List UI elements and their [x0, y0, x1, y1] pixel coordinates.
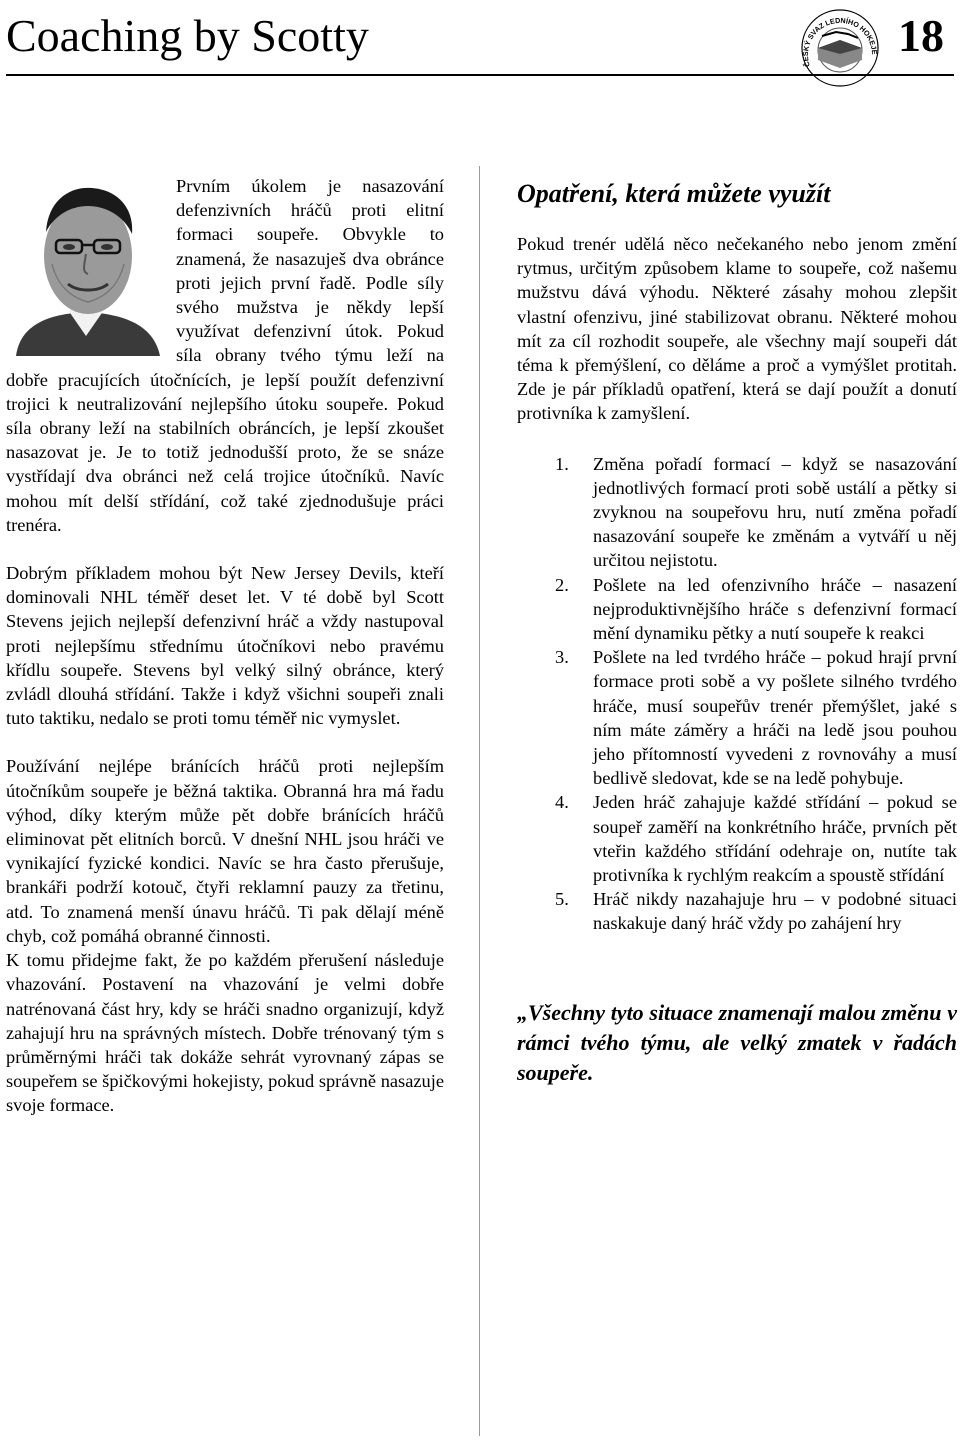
list-item — [517, 573, 957, 646]
header-rule — [6, 74, 954, 76]
left-paragraph-4: K tomu přidejme fakt, že po každém přerušení následuje vhazování. Postavení na vhazování je velmi dobře natrénovaná část hry, kdy se hráči snadno organizují, když zahajují hru na správných místech. Dobře trénovaný tým s průměrnými hráči tak dokáže sehrát vyrovnaný zápas se soupeřem se špičkovými hokejisty, pokud správně nasazuje svoje formace. — [6, 950, 444, 1116]
list-item-text: Hráč nikdy nazahajuje hru – v podobné situaci naskakuje daný hráč vždy po zahájení hry — [593, 889, 957, 934]
list-item-text: Změna pořadí formací – když se nasazování jednotlivých formací proti sobě ustálí a pětky si zvyknou na soupeřovu hru, nutí změna pořadí nasazování soupeře ke změnám a vytváří u něj určitou nejistotu. — [593, 453, 957, 571]
list-item-text: Pošlete na led ofenzivního hráče – nasazení nejproduktivnějšího hráče s defenzivní formací mění dynamiku pětky a nutí soupeře k reakci — [593, 574, 957, 644]
list-item-number: 4. — [555, 792, 569, 813]
closing-quote: „Všechny tyto situace znamenají malou změnu v rámci tvého týmu, ale velký zmatek v řadách soupeře. — [517, 999, 957, 1085]
left-paragraph-3: Používání nejlépe bránících hráčů proti nejlepším útočníkům soupeře je běžná taktika. Obranná hra má řadu výhod, díky kterým může pět dobře bránících hráčů eliminovat pět elitních borců. V dnešní NHL jsou hráči ve vynikající fyzické kondici. Navíc se hra často přerušuje, brankáři podrží kotouč, čtyři reklamní pauzy za třetinu, atd. To znamená menší únavu hráčů. Ti pak dělají méně chyb, což pomáhá obranné činnosti. — [6, 756, 444, 946]
left-paragraph-1: Prvním úkolem je nasazování defenzivních hráčů proti elitní formaci soupeře. Obvykle to znamená, že nasazuješ dva obránce proti jejich první řadě. Podle síly svého mužstva je někdy lepší využívat defenzivní útok. Pokud síla obrany tvého týmu leží na dobře pracujících útočnících, je lepší použít defenzivní trojici k neutralizování nejlepšího útoku soupeře. Pokud síla obrany leží na stabilních obráncích, je lepší zkoušet nasazovat je. Je to totiž jednodušší proto, že se snáze vystřídají dva obránci než celá trojice útočníků. Navíc mohou mít delší střídání, což také zjednodušuje práci trenéra. — [6, 176, 444, 535]
intro-paragraph: Pokud trenér udělá něco nečekaného nebo jenom změní rytmus, určitým způsobem klame to soupeře, což našemu mužstvu dává výhodu. Některé zásahy mohou zlepšit vlastní ofenzivu, jiné stabilizovat obranu. Některé mohou mít za cíl rozhodit soupeře, ale všechny mají soupeři dát téma k přemýšlení, co děláme a proč a vymýšlet protitah. Zde je pár příkladů opatření, která se dají použít a donutí protivníka k zamyšlení. — [517, 234, 957, 424]
header-title: Coaching by Scotty — [6, 10, 369, 61]
left-paragraph-2: Dobrým příkladem mohou být New Jersey Devils, kteří dominovali NHL téměř deset let. V té době byl Scott Stevens jejich nejlepší defenzivní hráč a vždy nastupoval proti nejlepšímu střednímu útočníkovi nebo pravému křídlu soupeře. Stevens byl velký silný obránce, který zvládl dlouhá střídání. Takže i když všichni soupeři znali tuto taktiku, nedalo se proti tomu téměř nic vymyslet. — [6, 563, 444, 729]
logo-lettering: ČESKÝ SVAZ LEDNÍHO HOKEJE — [800, 15, 880, 69]
right-column — [517, 176, 957, 1088]
list-item — [517, 790, 957, 887]
measures-list — [517, 452, 957, 936]
section-heading: Opatření, která můžete využít — [517, 179, 831, 208]
list-item-number: 3. — [555, 647, 569, 668]
list-item — [517, 887, 957, 935]
list-item-number: 1. — [555, 453, 569, 474]
list-item-text: Pošlete na led tvrdého hráče – pokud hrají první formace proti sobě a vy pošlete silného tvrdého hráče, musí soupeřův trenér přemýšlet, jaké s ním máte záměry a hráči na ledě jsou pouhou jeho přítomností vyvedeni z rovnováhy a musí bedlivě sledovat, kde se na ledě pohybuje. — [593, 647, 957, 789]
page-header — [0, 0, 960, 76]
column-divider — [479, 166, 480, 1436]
list-item-text: Jeden hráč zahajuje každé střídání – pokud se soupeř zaměří na konkrétního hráče, prvních pět vteřin každého střídání odehraje on, nutíte tak protivníka k rychlým reakcím a spoustě střídání — [593, 792, 957, 886]
photo-spacer — [6, 174, 176, 358]
list-item-number: 5. — [555, 889, 569, 910]
list-item — [517, 452, 957, 573]
left-column — [6, 174, 444, 1118]
list-item-number: 2. — [555, 574, 569, 595]
page-number: 18 — [898, 10, 944, 61]
list-item — [517, 645, 957, 790]
